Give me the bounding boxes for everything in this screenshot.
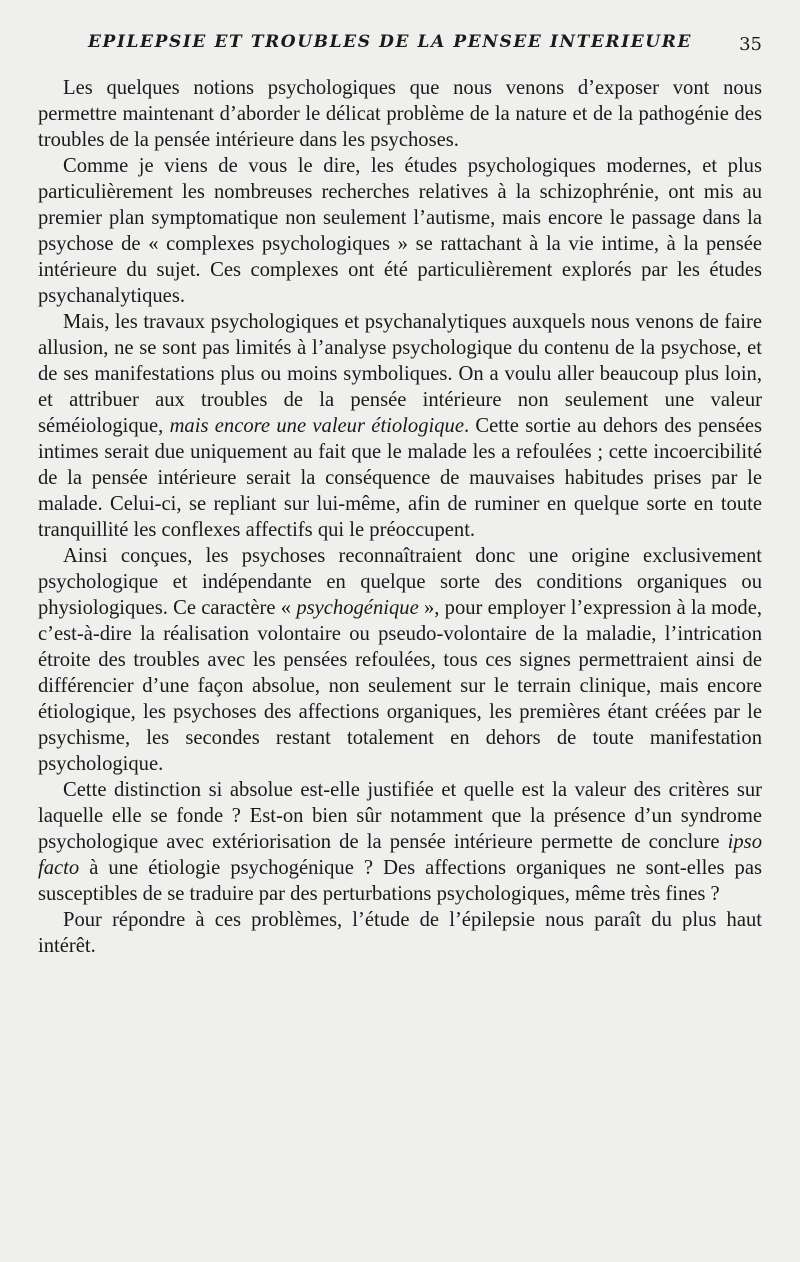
paragraph-4 (38, 543, 762, 777)
paragraph-text: Comme je viens de vous le dire, les études psychologiques modernes, et plus particulièrement les nombreuses recherches relatives à la schizophrénie, ont mis au premier plan symptomatique non seulement l’autisme, mais encore le passage dans la psychose de « complexes psychologiques » se rattachant à la vie intime, à la pensée intérieure du sujet. Ces complexes ont été particulièrement explorés par les études psychanalytiques. (38, 155, 762, 307)
italic-phrase: ipso facto (38, 831, 762, 879)
running-title: EPILEPSIE ET TROUBLES DE LA PENSEE INTERIEURE (88, 32, 693, 52)
paragraph-5 (38, 777, 762, 907)
paragraph-text: Ainsi conçues, les psychoses reconnaîtraient donc une origine exclusivement psychologique et indépendante en quelque sorte des conditions organiques ou physiologiques. Ce caractère « (38, 545, 762, 619)
italic-phrase: psychogénique (296, 597, 419, 619)
paragraph-text: Mais, les travaux psychologiques et psychanalytiques auxquels nous venons de faire allusion, ne se sont pas limités à l’analyse psychologique du contenu de la psychose, et de ses manifestations plus ou moins symboliques. On a voulu aller beaucoup plus loin, et attribuer aux troubles de la pensée intérieure non seulement une valeur séméiologique, (38, 311, 762, 437)
paragraph-3 (38, 309, 762, 543)
paragraph-2 (38, 153, 762, 309)
paragraph-text: », pour employer l’expression à la mode, c’est-à-dire la réalisation volontaire ou pseudo-volontaire de la maladie, l’intrication étroite des troubles avec les pensées refoulées, tous ces signes permettraient ainsi de différencier d’une façon absolue, non seulement sur le terrain clinique, mais encore étiologique, les psychoses des affections organiques, les premières étant créées par le psychisme, les secondes restant totalement en dehors de toute manifestation psychologique. (38, 597, 763, 775)
paragraph-1 (38, 75, 762, 153)
paragraph-text: . Cette sortie au dehors des pensées intimes serait due uniquement au fait que le malade les a refoulées ; cette incoercibilité de la pensée intérieure serait la conséquence de mauvaises habitudes prises par le malade. Celui-ci, se repliant sur lui-même, afin de ruminer en quelque sorte en toute tranquillité les conflexes affectifs qui le préoccupent. (38, 415, 763, 541)
paragraph-text: à une étiologie psychogénique ? Des affections organiques ne sont-elles pas susceptibles de se traduire par des perturbations psychologiques, même très fines ? (38, 857, 762, 905)
italic-phrase: mais encore une valeur étiologique (169, 415, 464, 437)
page-header (38, 28, 762, 58)
paragraph-6 (38, 907, 762, 959)
paragraph-text: Cette distinction si absolue est-elle justifiée et quelle est la valeur des critères sur laquelle elle se fonde ? Est-on bien sûr notamment que la présence d’un syndrome psychologique avec extériorisation de la pensée intérieure permette de conclure (38, 779, 762, 853)
paragraph-text: Pour répondre à ces problèmes, l’étude de l’épilepsie nous paraît du plus haut intérêt. (38, 909, 762, 957)
body-text (38, 75, 762, 959)
paragraph-text: Les quelques notions psychologiques que nous venons d’exposer vont nous permettre maintenant d’aborder le délicat problème de la nature et de la pathogénie des troubles de la pensée intérieure dans les psychoses. (38, 77, 762, 151)
page-number: 35 (739, 34, 762, 55)
